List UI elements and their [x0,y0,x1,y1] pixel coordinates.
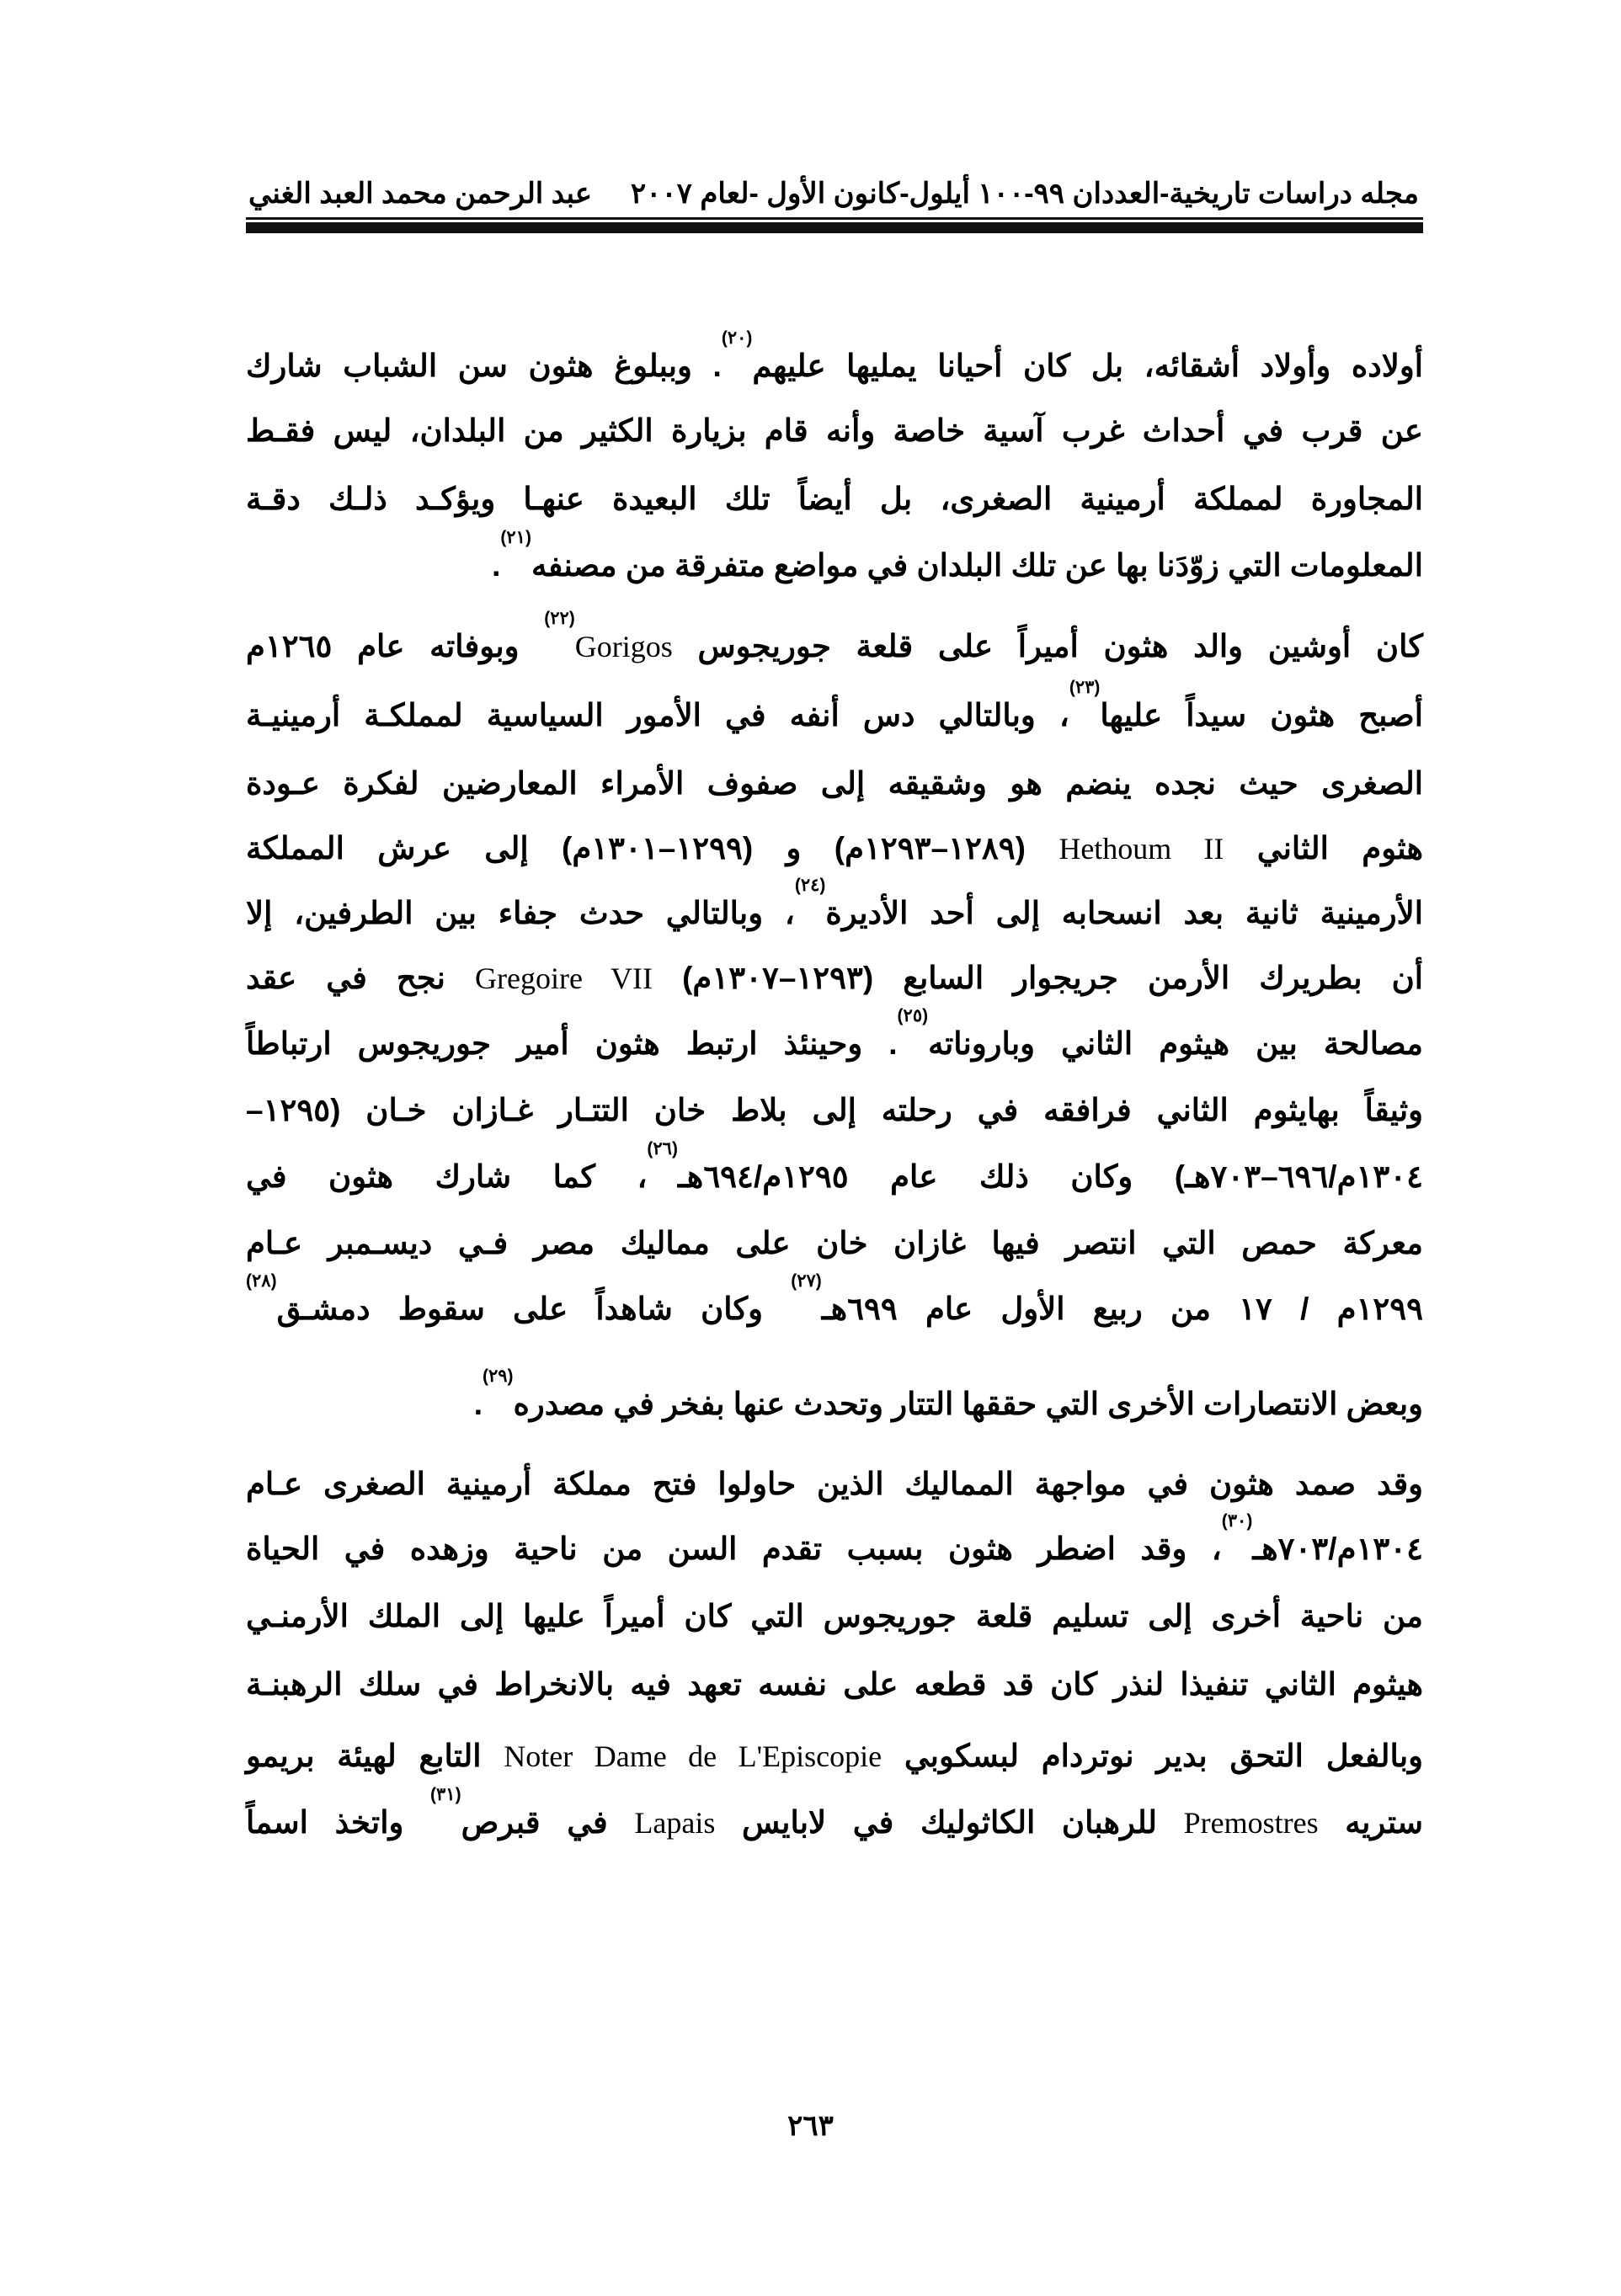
text-segment: وثيقاً بهايثوم الثاني فرافقه في رحلته إلى بلاط خان التتـار غـازان خـان (١٢٩٥– [246,1093,1423,1127]
footnote-marker: (٢٥) [897,1006,929,1025]
text-segment: مصالحة بين هيثوم الثاني وباروناته [928,1026,1423,1061]
header-author: عبد الرحمن محمد العبد الغني [248,178,593,210]
text-segment: ١٢٩٩م / ١٧ من ربيع الأول عام ٦٩٩هـ [821,1292,1423,1326]
text-segment: ، وبالتالي دس أنفه في الأمور السياسية لمملكـة أرمينيـة [246,698,1069,732]
text-segment: ، وقد اضطر هثون بسبب تقدم السن من ناحية وزهده في الحياة [246,1532,1222,1566]
text-segment: هثوم الثاني [1224,831,1423,866]
text-segment: وبعض الانتصارات الأخرى التي حققها التتار وتحدث عنها بفخر في مصدره [513,1387,1423,1421]
text-segment: . [492,548,501,583]
footnote-marker: (٢٧) [791,1271,822,1291]
footnote-marker: (٢١) [500,528,531,547]
text-line [246,474,1423,525]
latin-term: Gorigos [574,630,673,663]
text-segment: هيثوم الثاني تنفيذا لنذر كان قد قطعه على نفسه تعهد فيه بالانخراط في سلك الرهبنـة [246,1667,1423,1702]
text-segment: ستريه [1318,1805,1423,1840]
text-line [246,1271,1423,1334]
text-line [246,876,1423,939]
text-segment: وبوفاته عام ١٢٦٥م [246,629,545,663]
text-line [246,1785,1423,1848]
text-segment: ١٣٠٤م/٦٩٦–٧٠٣هـ) وكان ذلك عام ١٢٩٥م/٦٩٤هـ [677,1159,1423,1194]
footnote-marker: (٢٤) [794,876,826,895]
text-segment: في قبرص [461,1805,635,1840]
footnote-marker: (٢٩) [482,1366,514,1386]
text-segment: نجح في عقد [246,961,475,995]
text-segment: . وحينئذ ارتبط هثون أمير جوريجوس ارتباطاً [246,1026,898,1061]
text-segment: المعلومات التي زوّدَنا بها عن تلك البلدان في مواضع متفرقة من مصنفه [531,548,1423,583]
text-segment: ١٣٠٤م/٧٠٣هـ [1252,1532,1423,1566]
text-segment: من ناحية أخرى إلى تسليم قلعة جوريجوس التي كان أميراً عليها إلى الملك الأرمنـي [246,1599,1423,1633]
text-line [246,406,1423,456]
text-segment: المجاورة لمملكة أرمينية الصغرى، بل أيضاً تلك البعيدة عنهـا ويؤكـد ذلـك دقـة [246,482,1423,516]
text-segment: للرهبان الكاثوليك في لابايس [715,1805,1184,1840]
text-line [246,759,1423,809]
text-segment: وقد صمد هثون في مواجهة المماليك الذين حاولوا فتح مملكة أرمينية الصغرى عـام [246,1467,1423,1501]
text-segment: وكان شاهداً على سقوط دمشـق [276,1292,792,1326]
text-line [246,1366,1423,1430]
footnote-marker: (٢٠) [721,328,753,348]
text-segment: ، وبالتالي حدث جفاء بين الطرفين، إلا [246,896,795,930]
latin-term: Lapais [634,1806,716,1840]
text-segment: الصغرى حيث نجده ينضم هو وشقيقه إلى صفوف الأمراء المعارضين لفكرة عـودة [246,766,1423,801]
text-segment: عن قرب في أحداث غرب آسية خاصة وأنه قام بزيارة الكثير من البلدان، ليس فقـط [246,413,1423,448]
text-line [246,1139,1423,1202]
text-line [246,678,1423,741]
text-line [246,1511,1423,1574]
text-segment: واتخذ اسماً [246,1805,430,1840]
text-segment: أولاده وأولاد أشقائه، بل كان أحيانا يمليها عليهم [752,349,1423,383]
footnote-marker: (٣١) [430,1785,461,1804]
text-segment: معركة حمص التي انتصر فيها غازان خان على مماليك مصر فـي ديسـمبر عـام [246,1226,1423,1260]
text-segment: (١٢٨٩–١٢٩٣م) و (١٢٩٩–١٣٠١م) إلى عرش المملكة [246,831,1059,866]
latin-term: Gregoire VII [474,962,653,995]
text-segment: أن بطريرك الأرمن جريجوار السابع (١٢٩٣–١٣٠٧م) [653,961,1424,995]
text-segment: الأرمينية ثانية بعد انسحابه إلى أحد الأديرة [825,896,1423,930]
footnote-marker: (٢٦) [647,1139,678,1159]
text-line [246,1659,1423,1710]
text-segment: وبالفعل التحق بدير نوتردام لبسكوبي [882,1739,1423,1773]
footnote-marker: (٢٣) [1069,678,1101,697]
text-line [246,528,1423,591]
footnote-marker: (٢٨) [246,1271,277,1291]
text-segment: التابع لهيئة بريمو [246,1739,504,1773]
footnote-marker: (٢٢) [544,609,575,628]
text-segment: كان أوشين والد هثون أميراً على قلعة جوريجوس [672,629,1423,663]
text-line [246,609,1423,672]
latin-term: Noter Dame de L'Episcopie [504,1739,882,1773]
text-line [246,328,1423,392]
header-rule-thin [246,217,1423,220]
header-rule-thick [246,222,1423,233]
text-line [246,1085,1423,1136]
page-number: ٢٦٣ [787,2110,834,2142]
text-segment: ، كما شارك هثون في [246,1159,648,1194]
text-segment: . [473,1387,483,1421]
running-header [248,173,1419,215]
text-line [246,1731,1423,1782]
text-line [246,1459,1423,1510]
text-line [246,1218,1423,1269]
text-line [246,1591,1423,1642]
text-line [246,823,1423,874]
footnote-marker: (٣٠) [1221,1511,1253,1531]
latin-term: Premostres [1183,1806,1319,1840]
latin-term: Hethoum II [1058,832,1224,866]
text-segment: . وببلوغ هثون سن الشباب شارك [246,349,722,383]
text-line [246,953,1423,1004]
text-segment: أصبح هثون سيداً عليها [1100,698,1423,732]
header-journal: مجله دراسات تاريخية-العددان ٩٩-١٠٠ أيلول-كانون الأول -لعام ٢٠٠٧ [630,178,1419,210]
text-line [246,1006,1423,1069]
